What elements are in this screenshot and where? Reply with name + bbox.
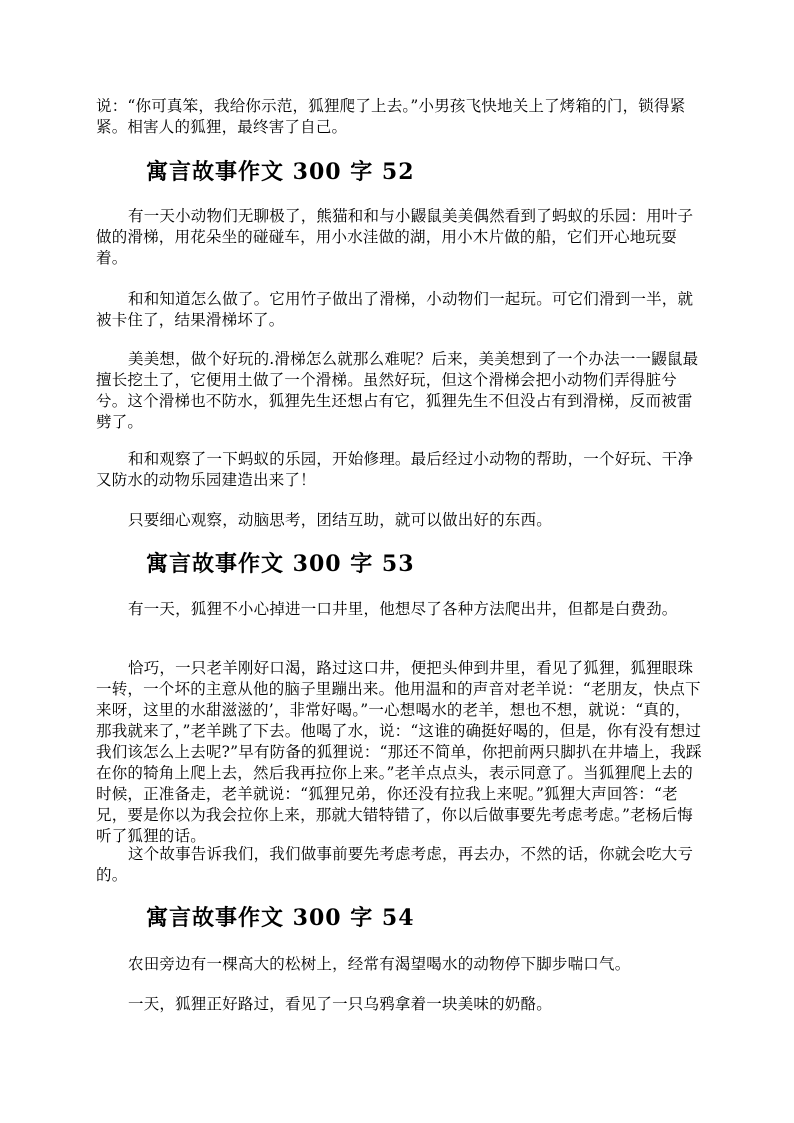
paragraph: 有一天，狐狸不小心掉进一口井里，他想尽了各种方法爬出井，但都是白费劲。 (128, 600, 678, 618)
section-53-paragraph-2 (96, 658, 706, 847)
paragraph: 一天，狐狸正好路过，看见了一只乌鸦拿着一块美味的奶酪。 (128, 995, 552, 1013)
section-heading-53: 寓言故事作文 300 字 53 (146, 551, 415, 577)
section-53-paragraph-3 (96, 844, 706, 886)
section-54-paragraph-2 (96, 994, 706, 1015)
paragraph: 和和观察了一下蚂蚁的乐园，开始修理。最后经过小动物的帮助，一个好玩、干净又防水的动物乐园建造出来了！ (96, 450, 694, 489)
paragraph: 有一天小动物们无聊极了，熊猫和和与小鼹鼠美美偶然看到了蚂蚁的乐园：用叶子做的滑梯，用花朵坐的碰碰车，用小水洼做的湖，用小木片做的船，它们开心地玩耍着。 (96, 207, 694, 267)
section-52-paragraph-1 (96, 206, 706, 269)
story-ending-paragraph (96, 96, 706, 138)
paragraph: 美美想，做个好玩的.滑梯怎么就那么难呢？后来，美美想到了一个办法一一鼹鼠最擅长挖土了，它便用土做了一个滑梯。虽然好玩，但这个滑梯会把小动物们弄得脏兮兮。这个滑梯也不防水，狐狸先生还想占有它，狐狸先生不但没占有到滑梯，反而被雷劈了。 (96, 350, 699, 431)
paragraph: 这个故事告诉我们，我们做事前要先考虑考虑，再去办，不然的话，你就会吃大亏的。 (96, 845, 694, 884)
section-53-paragraph-1 (96, 599, 706, 620)
section-52-paragraph-4 (96, 449, 706, 491)
section-52-paragraph-3 (96, 349, 706, 433)
section-54-paragraph-1 (96, 954, 706, 975)
section-heading-52: 寓言故事作文 300 字 52 (146, 159, 415, 185)
section-52-paragraph-5 (96, 510, 706, 531)
paragraph: 农田旁边有一棵高大的松树上，经常有渴望喝水的动物停下脚步喘口气。 (128, 955, 631, 973)
paragraph: 恰巧，一只老羊刚好口渴，路过这口井，便把头伸到井里，看见了狐狸，狐狸眼珠一转，一个坏的主意从他的脑子里蹦出来。他用温和的声音对老羊说：“老朋友，快点下来呀，这里的水甜滋滋的’，非常好喝。”一心想喝水的老羊，想也不想，就说：“真的，那我就来了，”老羊跳了下去。他喝了水，说：“这谁的确挺好喝的，但是，你有没有想过我们该怎么上去呢?”早有防备的狐狸说：“那还不简单，你把前两只脚扒在井墙上，我踩在你的犄角上爬上去，然后我再拉你上来。”老羊点点头，表示同意了。当狐狸爬上去的时候，正准备走，老羊就说：“狐狸兄弟，你还没有拉我上来呢。”狐狸大声回答：“老兄，要是你以为我会拉你上来，那就大错特错了，你以后做事要先考虑考虑。”老杨后悔听了狐狸的话。 (96, 659, 702, 845)
paragraph: 说：“你可真笨，我给你示范，狐狸爬了上去。”小男孩飞快地关上了烤箱的门，锁得紧紧。相害人的狐狸，最终害了自己。 (96, 97, 686, 136)
section-heading-54: 寓言故事作文 300 字 54 (146, 905, 415, 931)
section-52-paragraph-2 (96, 289, 706, 331)
paragraph: 只要细心观察，动脑思考，团结互助，就可以做出好的东西。 (128, 511, 552, 529)
paragraph: 和和知道怎么做了。它用竹子做出了滑梯，小动物们一起玩。可它们滑到一半，就被卡住了，结果滑梯坏了。 (96, 290, 694, 329)
